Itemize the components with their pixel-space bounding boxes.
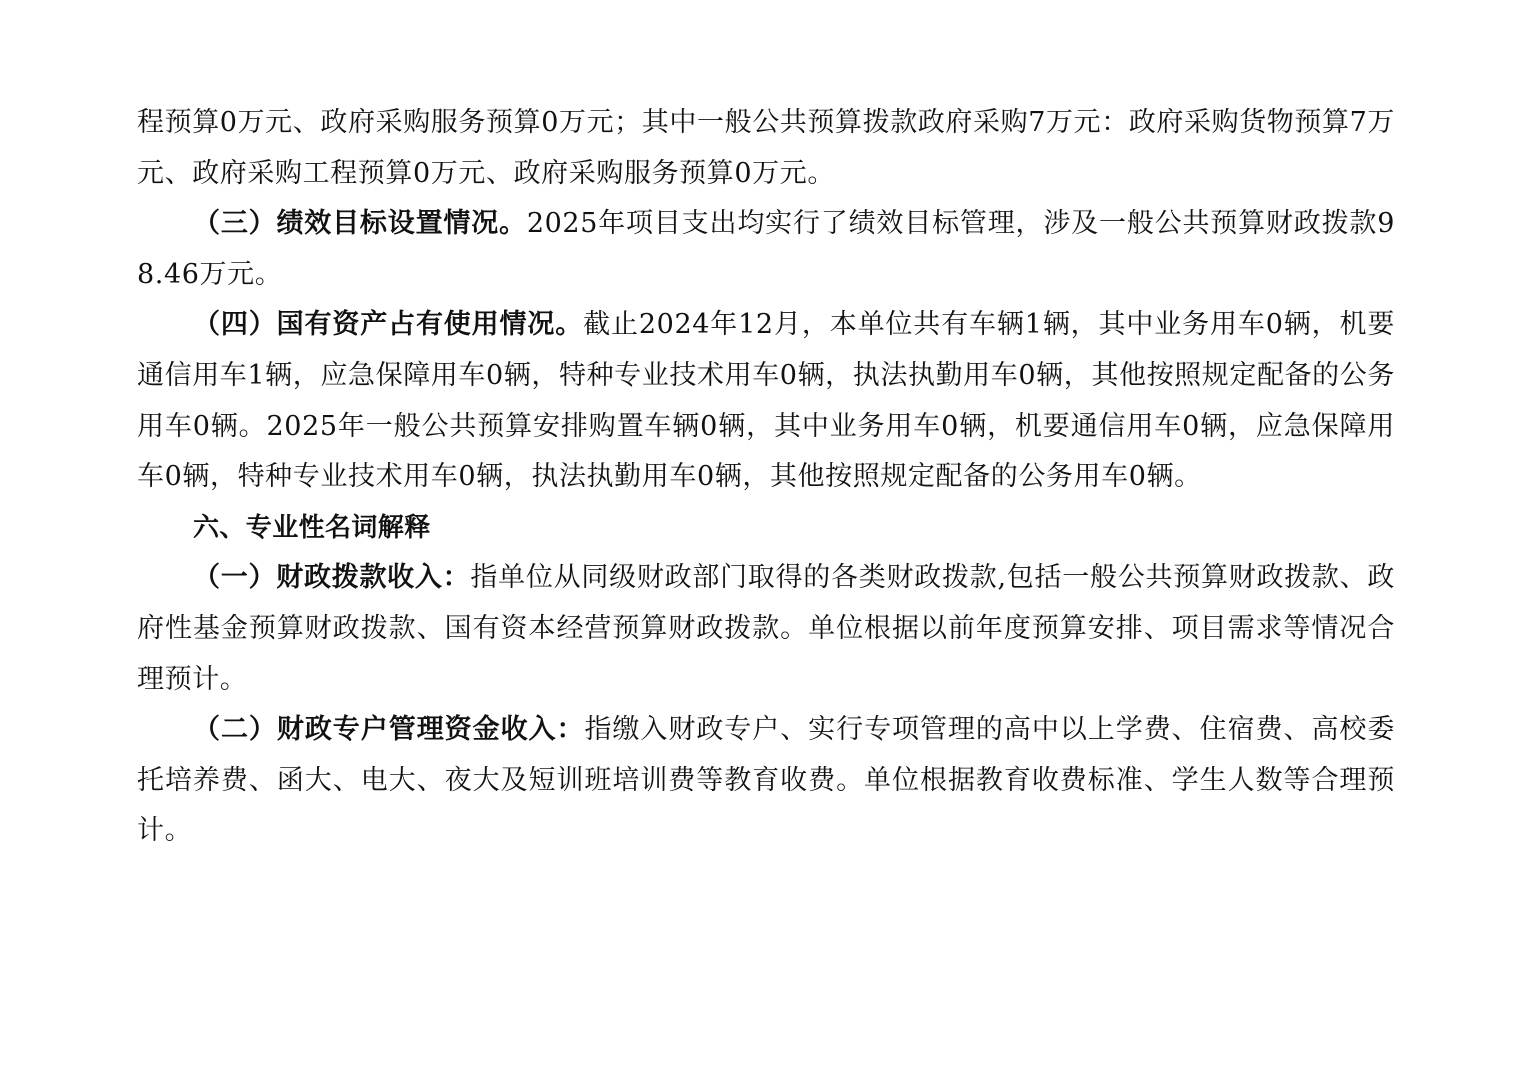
paragraph-text: 指单位从同级财政部门取得的各类财政拨款,包括一般公共预算财政拨款、政府性基金预算财政拨款、国有资本经营预算财政拨款。单位根据以前年度预算安排、项目需求等情况合理预计。: [137, 562, 1396, 695]
paragraph-lead: （四）国有资产占有使用情况。: [193, 309, 584, 341]
paragraph-lead: （三）绩效目标设置情况。: [193, 208, 527, 240]
paragraph-text: 截止2024年12月，本单位共有车辆1辆，其中业务用车0辆，机要通信用车1辆，应急保障用车0辆，特种专业技术用车0辆，执法执勤用车0辆，其他按照规定配备的公务用车0辆。2025年一般公共预算安排购置车辆0辆，其中业务用车0辆，机要通信用车0辆，应急保障用车0辆，特种专业技术用车0辆，执法执勤用车0辆，其他按照规定配备的公务用车0辆。: [137, 309, 1396, 493]
paragraph-procurement-continued: [137, 98, 1395, 199]
paragraph-fiscal-appropriation: [137, 553, 1395, 705]
paragraph-special-account-income: [137, 705, 1395, 857]
section-heading: 六、专业性名词解释: [193, 512, 431, 543]
document-body: [137, 98, 1395, 857]
paragraph-performance-goals: [137, 199, 1395, 300]
paragraph-text: 2025年项目支出均实行了绩效目标管理，涉及一般公共预算财政拨款98.46万元。: [137, 208, 1395, 290]
paragraph-state-assets: [137, 300, 1395, 502]
paragraph-text: 指缴入财政专户、实行专项管理的高中以上学费、住宿费、高校委托培养费、函大、电大、夜大及短训班培训费等教育收费。单位根据教育收费标准、学生人数等合理预计。: [137, 714, 1395, 847]
paragraph-lead: （二）财政专户管理资金收入：: [193, 714, 585, 746]
paragraph-lead: （一）财政拨款收入：: [193, 562, 471, 594]
paragraph-text: 程预算0万元、政府采购服务预算0万元；其中一般公共预算拨款政府采购7万元：政府采购货物预算7万元、政府采购工程预算0万元、政府采购服务预算0万元。: [137, 107, 1395, 189]
